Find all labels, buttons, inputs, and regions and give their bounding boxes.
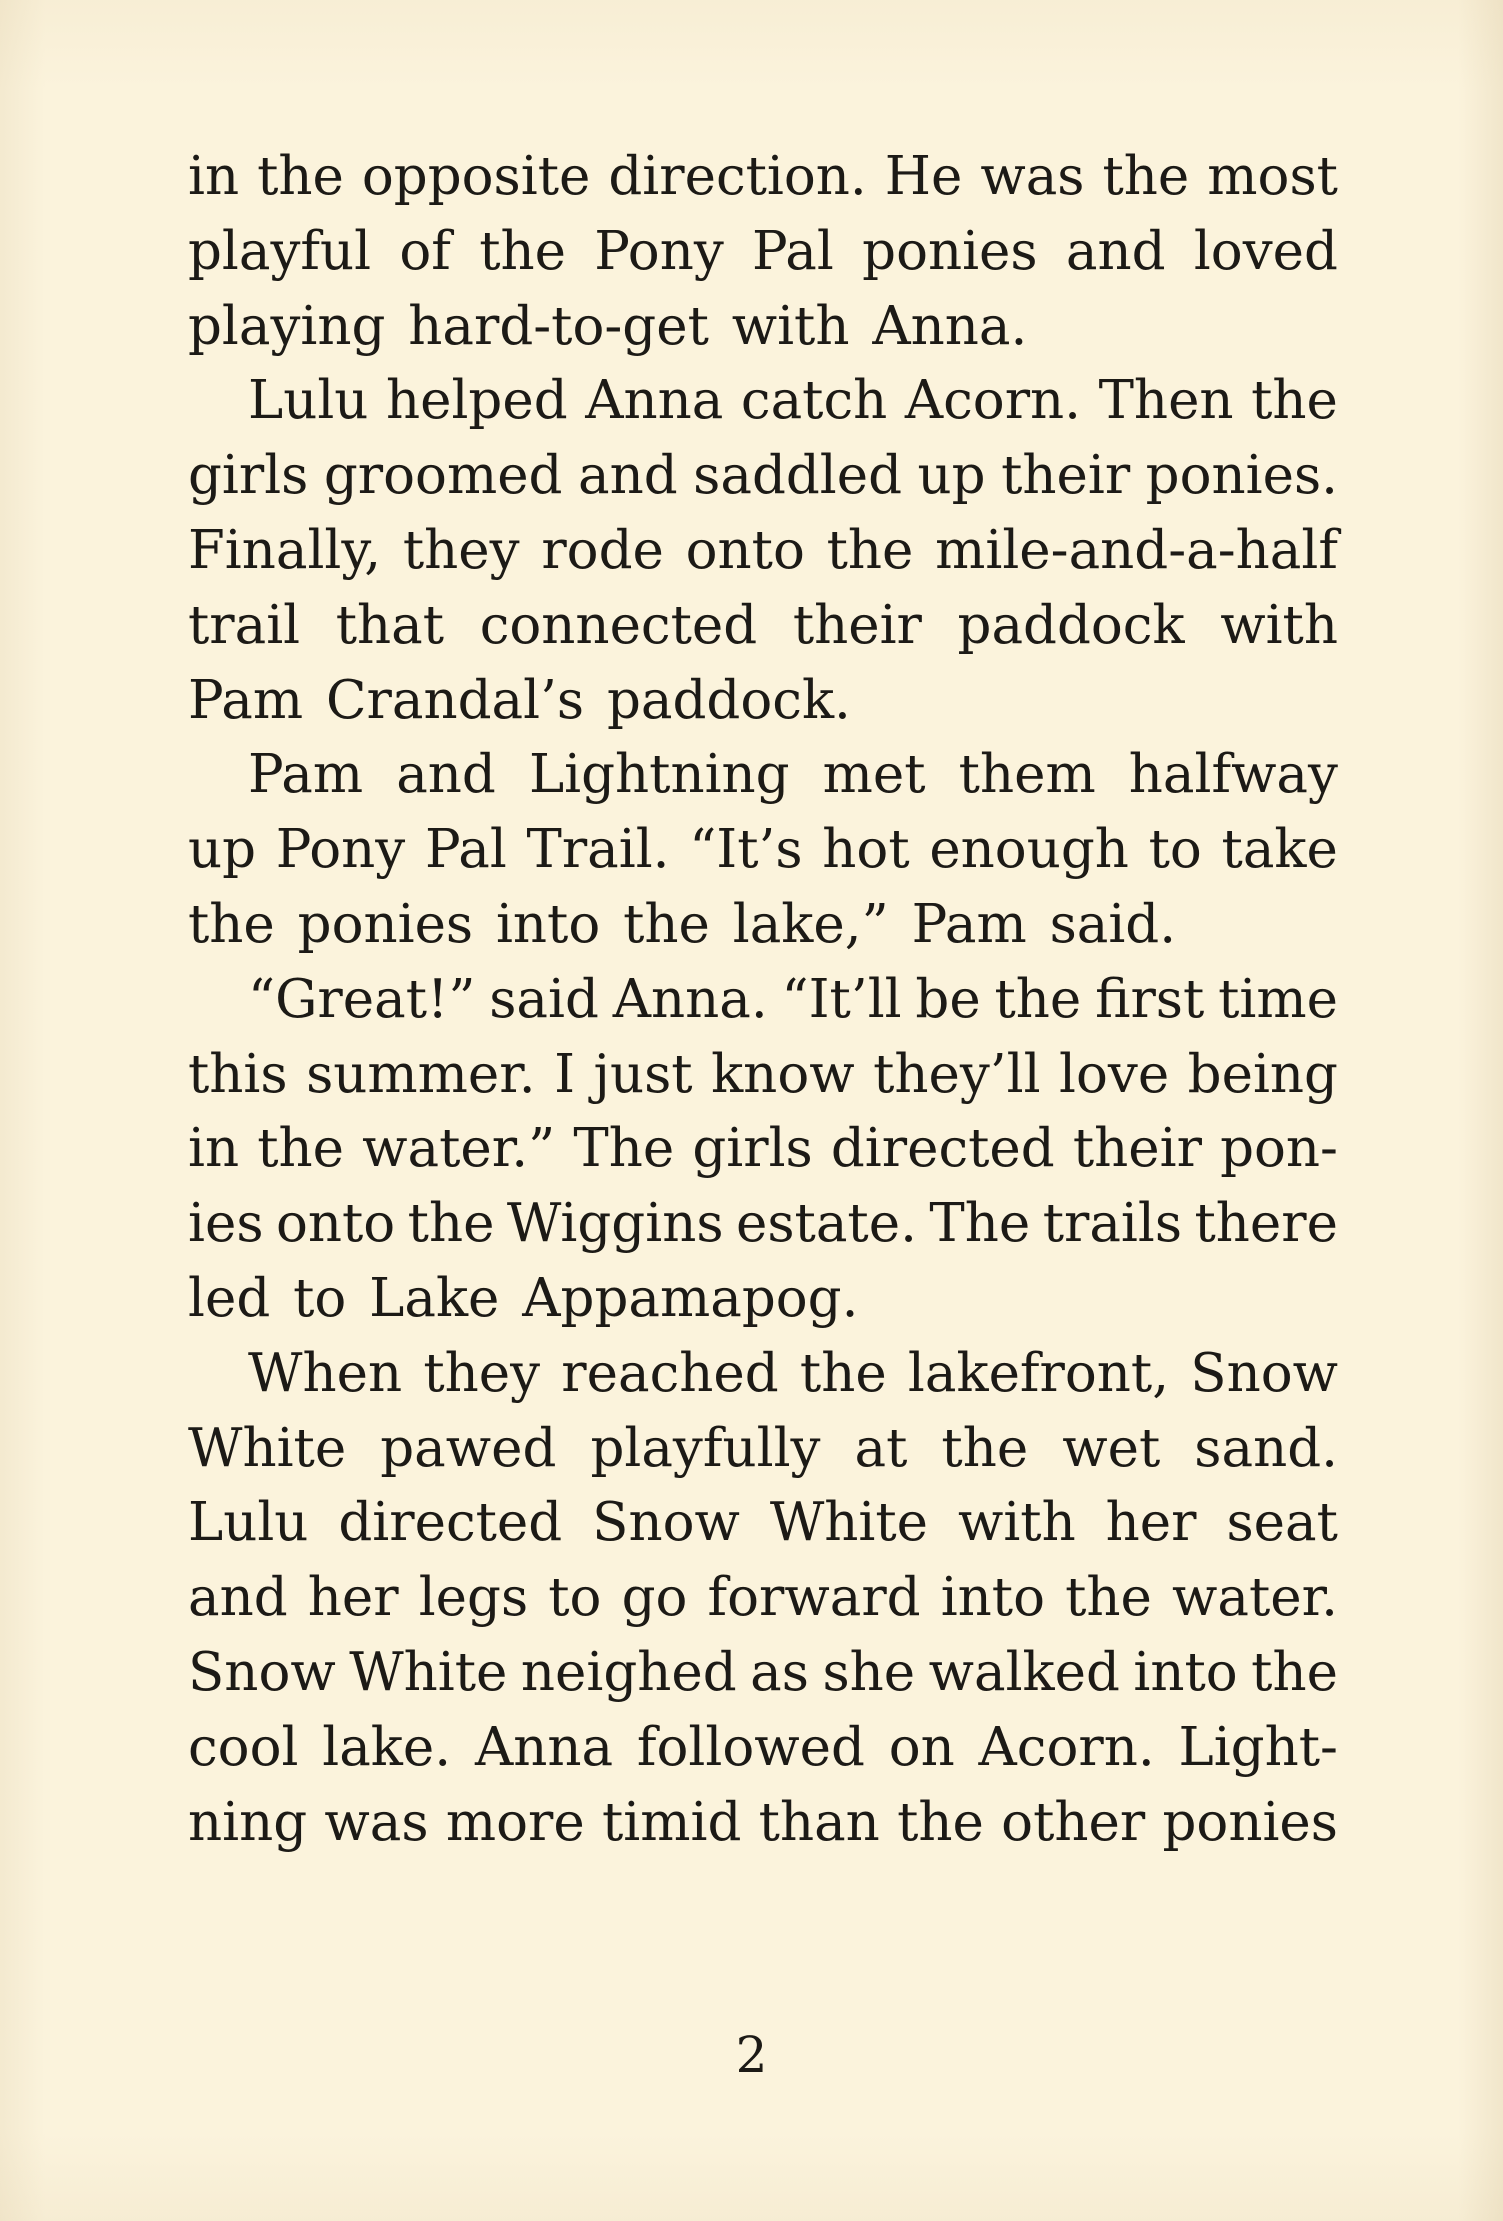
text-line: Snow White neighed as she walked into the <box>188 1641 1338 1703</box>
text-line: and her legs to go forward into the water. <box>188 1567 1338 1629</box>
text-line: led to Lake Appamapog. <box>188 1267 859 1329</box>
body-text <box>188 140 1338 1860</box>
text-line: Pam and Lightning met them halfway <box>248 744 1338 806</box>
text-line: this summer. I just know they’ll love being <box>188 1043 1338 1105</box>
text-line: cool lake. Anna followed on Acorn. Light- <box>188 1716 1338 1778</box>
text-line: Lulu directed Snow White with her seat <box>188 1492 1338 1554</box>
text-line: ning was more timid than the other ponies <box>188 1791 1338 1853</box>
text-line: Lulu helped Anna catch Acorn. Then the <box>248 370 1338 432</box>
text-line: playing hard-to-get with Anna. <box>188 295 1028 357</box>
text-line: in the water.” The girls directed their pon- <box>188 1118 1338 1180</box>
text-line: up Pony Pal Trail. “It’s hot enough to take <box>188 819 1338 881</box>
text-line: playful of the Pony Pal ponies and loved <box>188 220 1338 282</box>
text-line: in the opposite direction. He was the most <box>188 146 1338 207</box>
text-line: girls groomed and saddled up their ponies. <box>188 445 1338 507</box>
text-line: Finally, they rode onto the mile-and-a-half <box>188 519 1338 581</box>
text-line: When they reached the lakefront, Snow <box>248 1342 1338 1404</box>
text-line: White pawed playfully at the wet sand. <box>188 1417 1338 1479</box>
text-line: ies onto the Wiggins estate. The trails there <box>188 1193 1338 1255</box>
text-line: Pam Crandal’s paddock. <box>188 669 851 731</box>
page-number: 2 <box>735 2026 768 2084</box>
text-line: “Great!” said Anna. “It’ll be the first time <box>248 968 1338 1030</box>
text-line: the ponies into the lake,” Pam said. <box>188 893 1177 955</box>
text-line: trail that connected their paddock with <box>188 594 1338 656</box>
